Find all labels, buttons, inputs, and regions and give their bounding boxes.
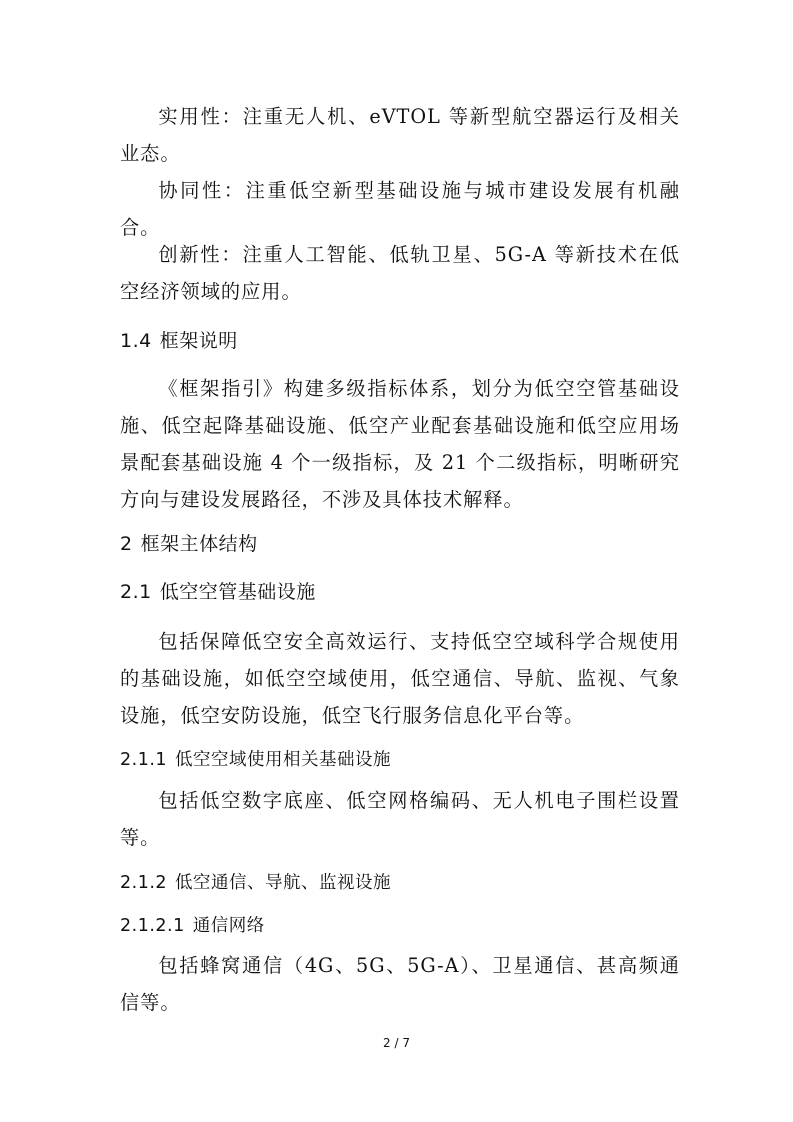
heading-2 <box>120 530 680 558</box>
paragraph-innovation: 创新性：注重人工智能、低轨卫星、5G-A 等新技术在低空经济领域的应用。 <box>120 243 680 303</box>
heading-title: 低空空域使用相关基础设施 <box>175 750 392 770</box>
paragraph-framework-desc: 《框架指引》构建多级指标体系，划分为低空空管基础设施、低空起降基础设施、低空产业配套基础设施和低空应用场景配套基础设施 4 个一级指标，及 21 个二级指标，明晰研究方向与建设发展路径，不涉及具体技术解释。 <box>120 377 680 511</box>
heading-2-1-2-1 <box>120 912 680 940</box>
heading-2-1 <box>120 578 680 606</box>
heading-number: 2 <box>120 533 133 555</box>
heading-number: 2.1.2 <box>120 873 168 893</box>
heading-title: 框架主体结构 <box>140 533 258 555</box>
heading-title: 低空通信、导航、监视设施 <box>175 873 392 893</box>
page-number: 2 / 7 <box>383 1036 410 1050</box>
heading-2-1-2 <box>120 869 680 897</box>
paragraph-network-desc: 包括蜂窝通信（4G、5G、5G-A）、卫星通信、甚高频通信等。 <box>120 954 680 1014</box>
heading-title: 低空空管基础设施 <box>159 581 316 603</box>
heading-number: 2.1 <box>120 581 152 603</box>
heading-number: 2.1.2.1 <box>120 916 185 936</box>
heading-2-1-1 <box>120 746 680 774</box>
paragraph-synergy: 协同性：注重低空新型基础设施与城市建设发展有机融合。 <box>120 179 680 239</box>
heading-title: 通信网络 <box>192 916 265 936</box>
heading-number: 1.4 <box>120 330 152 352</box>
paragraph-airspace-desc: 包括低空数字底座、低空网格编码、无人机电子围栏设置等。 <box>120 789 680 849</box>
heading-1-4 <box>120 327 680 355</box>
heading-title: 框架说明 <box>159 330 238 352</box>
paragraph-practicality: 实用性：注重无人机、eVTOL 等新型航空器运行及相关业态。 <box>120 105 680 165</box>
paragraph-atm-desc: 包括保障低空安全高效运行、支持低空空域科学合规使用的基础设施，如低空空域使用，低空通信、导航、监视、气象设施，低空安防设施，低空飞行服务信息化平台等。 <box>120 630 680 727</box>
heading-number: 2.1.1 <box>120 750 168 770</box>
